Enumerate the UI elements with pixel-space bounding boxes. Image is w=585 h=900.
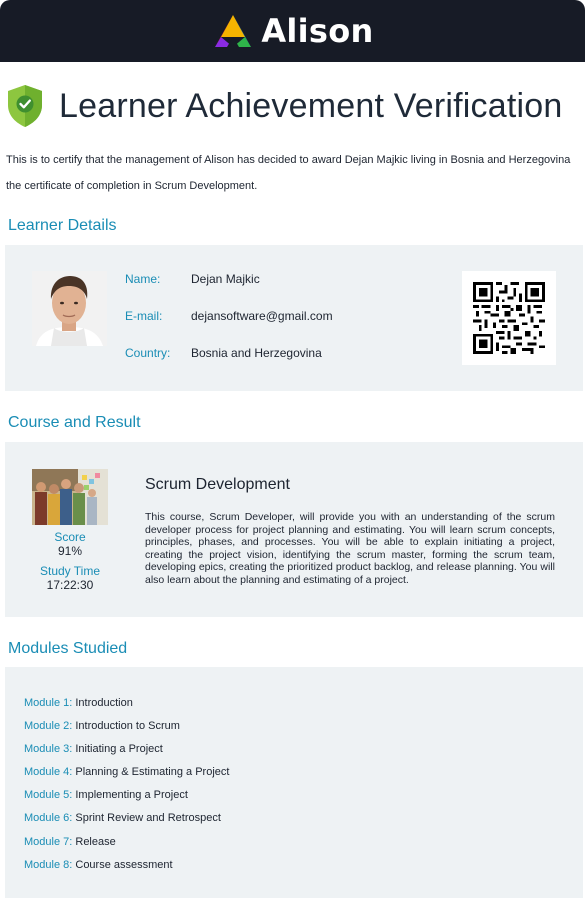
module-item: Module 4: Planning & Estimating a Project — [24, 766, 230, 778]
learner-details-heading: Learner Details — [8, 217, 117, 234]
module-item: Module 5: Implementing a Project — [24, 789, 188, 801]
study-time-label: Study Time — [39, 564, 101, 578]
qr-code[interactable] — [462, 271, 556, 365]
learner-details-panel — [5, 245, 583, 391]
learner-portrait-image — [32, 271, 107, 346]
module-item: Module 8: Course assessment — [24, 859, 173, 871]
course-description: This course, Scrum Developer, will provide you with an understanding of the scrum developer process for project planning and estimating. You will learn scrum concepts, principles, phases, and processes. You will be able to explain initiating a project, creating the project vision, identifying the scrum master, forming the scrum team, developing epics, creating the prioritized product backlog, and release planning. You will also learn about the planning and estimating of a project. — [145, 511, 555, 586]
course-title: Scrum Development — [145, 476, 290, 493]
learner-name: Dejan Majkic — [191, 272, 260, 286]
name-label: Name: — [125, 272, 161, 286]
module-item: Module 1: Introduction — [24, 697, 133, 709]
module-item: Module 7: Release — [24, 836, 116, 848]
verified-shield-icon — [5, 83, 45, 129]
learner-country: Bosnia and Herzegovina — [191, 346, 322, 360]
alison-wordmark: Alison — [261, 12, 374, 50]
course-image — [32, 469, 108, 525]
module-item: Module 3: Initiating a Project — [24, 743, 163, 755]
learner-photo — [32, 271, 107, 346]
qr-code-icon — [473, 282, 545, 354]
page-title: Learner Achievement Verification — [59, 86, 563, 125]
score-label: Score — [54, 530, 86, 544]
country-label: Country: — [125, 346, 171, 360]
study-time-value: 17:22:30 — [46, 578, 94, 592]
alison-logo[interactable] — [211, 12, 373, 50]
course-result-panel — [5, 442, 583, 617]
course-team-image — [32, 469, 108, 525]
alison-logo-icon — [211, 13, 255, 49]
modules-panel — [5, 667, 583, 898]
modules-heading: Modules Studied — [8, 640, 128, 657]
title-row — [5, 82, 580, 130]
module-item: Module 6: Sprint Review and Retrospect — [24, 812, 221, 824]
certification-text: This is to certify that the management of Alison has decided to award Dejan Majkic living in Bosnia and Herzegovina the certificate of completion in Scrum Development. — [6, 154, 571, 192]
course-result-heading: Course and Result — [8, 414, 141, 431]
site-header — [0, 0, 585, 62]
score-value: 91% — [57, 544, 83, 558]
email-label: E-mail: — [125, 309, 163, 323]
module-item: Module 2: Introduction to Scrum — [24, 720, 180, 732]
learner-email: dejansoftware@gmail.com — [191, 309, 333, 323]
